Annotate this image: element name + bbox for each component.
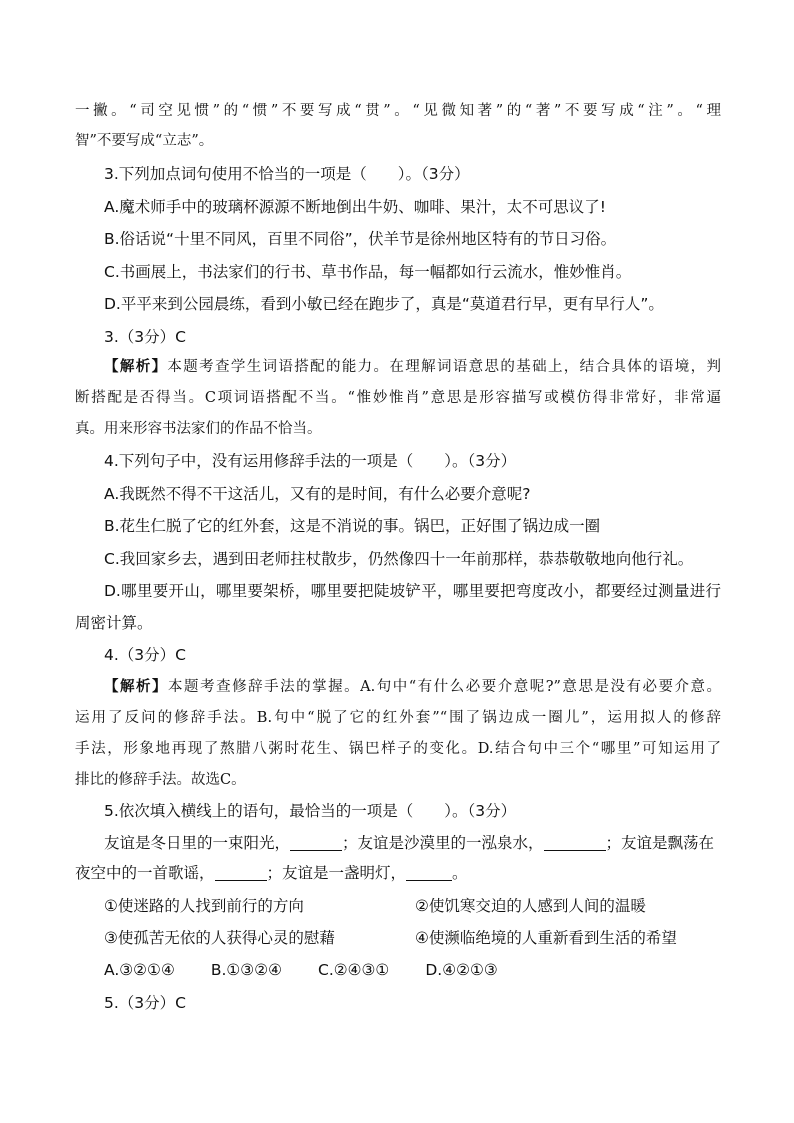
question-5-item-3: ③使孤苦无依的人获得心灵的慰藉 (104, 929, 335, 947)
passage-segment-2: ；友谊是沙漠里的一泓泉水， (342, 834, 544, 852)
choice-a: A.③②①④ (104, 961, 175, 979)
question-4-stem: 4.下列句子中，没有运用修辞手法的一项是（ ）。（3分） (104, 452, 517, 470)
explanation-4-line-1 (104, 676, 721, 698)
passage-segment-5: ；友谊是一盏明灯， (266, 864, 407, 882)
answer-4: 4.（3分）C (104, 646, 186, 664)
answer-5: 5.（3分）C (104, 994, 186, 1012)
question-5-stem: 5.依次填入横线上的语句，最恰当的一项是（ ）。（3分） (104, 802, 517, 820)
passage-segment-4: 夜空中的一首歌谣， (75, 864, 215, 882)
fill-blank-3 (215, 864, 267, 881)
question-4-option-d-line-1: D.哪里要开山，哪里要架桥，哪里要把陡坡铲平，哪里要把弯度改小，都要经过测量进行 (104, 582, 721, 600)
passage-segment-1: 友谊是冬日里的一束阳光， (104, 834, 291, 852)
fill-blank-4 (406, 864, 452, 881)
choice-d: D.④②①③ (425, 961, 498, 979)
question-4-option-a: A.我既然不得不干这活儿，又有的是时间，有什么必要介意呢? (104, 485, 531, 503)
question-5-item-4: ④使濒临绝境的人重新看到生活的希望 (415, 929, 677, 947)
explanation-4-line-3: 手法，形象地再现了熬腊八粥时花生、锅巴样子的变化。D.结合句中三个“哪里”可知运用了 (75, 741, 721, 757)
question-5-passage-line-1 (104, 832, 714, 854)
question-3-option-d: D.平平来到公园晨练，看到小敏已经在跑步了，真是“莫道君行早，更有早行人”。 (104, 295, 664, 313)
explanation-3-line-2: 断搭配是否得当。C项词语搭配不当。“惟妙惟肖”意思是形容描写或模仿得非常好，非常逼 (75, 390, 721, 406)
prev-explanation-line-1: 一撇。“司空见惯”的“惯”不要写成“贯”。“见微知著”的“著”不要写成“注”。“理 (75, 103, 721, 119)
question-3-option-a: A.魔术师手中的玻璃杯源源不断地倒出牛奶、咖啡、果汁，太不可思议了! (104, 198, 606, 216)
answer-3: 3.（3分）C (104, 328, 186, 346)
question-5-choices (104, 959, 534, 981)
choice-c: C.②④③① (318, 961, 390, 979)
question-3-option-b: B.俗话说“十里不同风，百里不同俗”，伏羊节是徐州地区特有的节日习俗。 (104, 230, 617, 248)
question-5-passage-line-2 (75, 862, 468, 884)
fill-blank-2 (544, 834, 606, 851)
question-4-option-d-line-2: 周密计算。 (75, 614, 153, 632)
question-4-option-c: C.我回家乡去，遇到田老师拄杖散步，仍然像四十一年前那样，恭恭敬敬地向他行礼。 (104, 550, 694, 568)
passage-segment-6: 。 (452, 864, 468, 882)
passage-segment-3: ；友谊是飘荡在 (605, 834, 715, 852)
explanation-4-line-2: 运用了反问的修辞手法。B.句中“脱了它的红外套”“围了锅边成一圈儿”，运用拟人的修辞 (75, 710, 721, 726)
fill-blank-1 (290, 834, 342, 851)
question-5-item-1: ①使迷路的人找到前行的方向 (104, 897, 304, 915)
question-3-option-c: C.书画展上，书法家们的行书、草书作品，每一幅都如行云流水，惟妙惟肖。 (104, 263, 632, 281)
explanation-3-line-3: 真。用来形容书法家们的作品不恰当。 (75, 421, 322, 437)
question-4-option-b: B.花生仁脱了它的红外套，这是不消说的事。锅巴，正好围了锅边成一圈 (104, 517, 601, 535)
question-5-item-2: ②使饥寒交迫的人感到人间的温暖 (415, 897, 646, 915)
explanation-4-text-1: 本题考查修辞手法的掌握。A.句中“有什么必要介意呢?”意思是没有必要介意。 (168, 679, 722, 695)
explanation-4-tag: 【解析】 (104, 678, 169, 695)
prev-explanation-line-2: 智”不要写成“立志”。 (75, 133, 214, 149)
explanation-3-tag: 【解析】 (104, 358, 168, 375)
choice-b: B.①③②④ (210, 961, 282, 979)
explanation-3-line-1 (104, 356, 721, 378)
explanation-3-text-1: 本题考查学生词语搭配的能力。在理解词语意思的基础上，结合具体的语境，判 (167, 359, 721, 375)
question-3-stem: 3.下列加点词句使用不恰当的一项是（ ）。（3分） (104, 165, 470, 183)
explanation-4-line-4: 排比的修辞手法。故选C。 (75, 772, 246, 788)
